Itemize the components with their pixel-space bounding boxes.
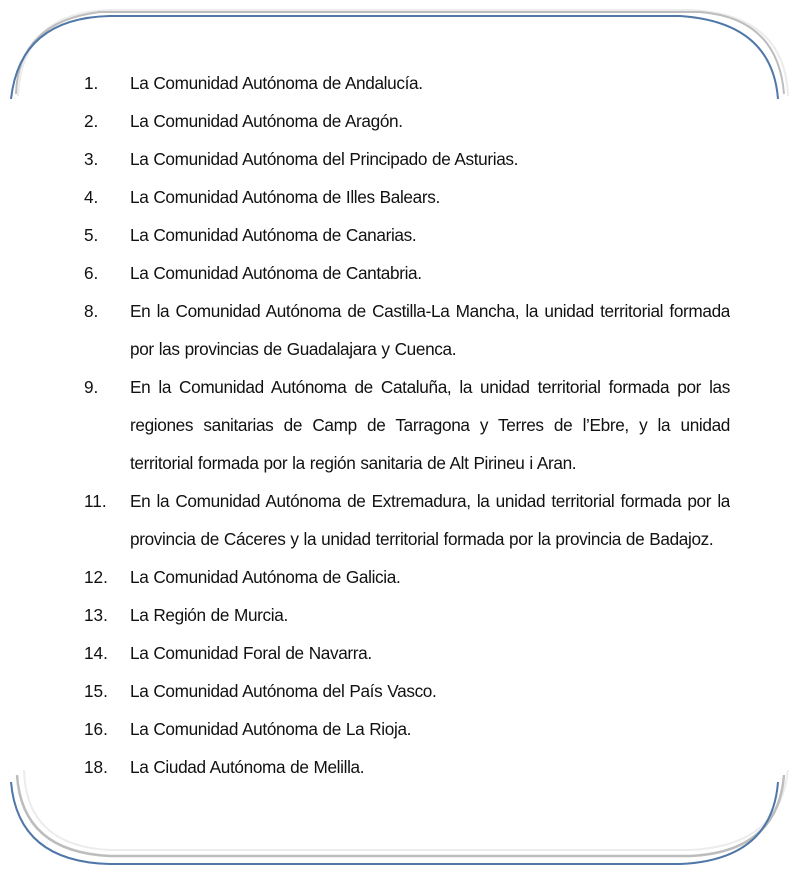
list-item-text: La Comunidad Autónoma de Illes Balears.	[130, 187, 440, 207]
list-item	[84, 216, 730, 254]
list-item-number: 14.	[84, 643, 108, 663]
list-item-text: La Comunidad Autónoma de Aragón.	[130, 111, 403, 131]
list-item	[84, 254, 730, 292]
list-item-text: La Comunidad Autónoma de Andalucía.	[130, 73, 423, 93]
list-item-number: 18.	[84, 757, 108, 777]
list-item-number: 6.	[84, 263, 99, 283]
list-item-number: 12.	[84, 567, 108, 587]
list-item-text: En la Comunidad Autónoma de Extremadura, la unidad territorial formada por la provincia de Cáceres y la unidad territorial formada por la provincia de Badajoz.	[130, 491, 730, 549]
list-item	[84, 710, 730, 748]
list-item-number: 15.	[84, 681, 108, 701]
list-item	[84, 178, 730, 216]
list-item	[84, 672, 730, 710]
list-item	[84, 64, 730, 102]
list-item-text: La Comunidad Autónoma del País Vasco.	[130, 681, 437, 701]
list-item-text: En la Comunidad Autónoma de Castilla-La Mancha, la unidad territorial formada por las provincias de Guadalajara y Cuenca.	[130, 301, 730, 359]
list-item-text: La Comunidad Autónoma de Galicia.	[130, 567, 401, 587]
list-item-text: La Comunidad Autónoma de Cantabria.	[130, 263, 422, 283]
list-item-number: 13.	[84, 605, 108, 625]
list-item-text: La Ciudad Autónoma de Melilla.	[130, 757, 365, 777]
list-item-number: 3.	[84, 149, 99, 169]
list-item-text: En la Comunidad Autónoma de Cataluña, la unidad territorial formada por las regiones sanitarias de Camp de Tarragona y Terres de l’Ebre, y la unidad territorial formada por la región sanitaria de Alt Pirineu i Aran.	[130, 377, 730, 473]
list-item	[84, 368, 730, 482]
list-item-number: 1.	[84, 73, 99, 93]
list-item	[84, 292, 730, 368]
list-item	[84, 634, 730, 672]
list-item-text: La Comunidad Autónoma del Principado de Asturias.	[130, 149, 519, 169]
list-item-number: 2.	[84, 111, 99, 131]
list-item	[84, 140, 730, 178]
document-body	[84, 64, 730, 814]
list-item	[84, 102, 730, 140]
list-item	[84, 748, 730, 786]
list-item-number: 9.	[84, 377, 99, 397]
list-item-number: 5.	[84, 225, 99, 245]
list-item-number: 4.	[84, 187, 99, 207]
list-item-number: 8.	[84, 301, 99, 321]
list-item-number: 16.	[84, 719, 108, 739]
list-item	[84, 596, 730, 634]
list-item-text: La Comunidad Autónoma de Canarias.	[130, 225, 417, 245]
list-item-number: 11.	[84, 491, 107, 511]
list-item-text: La Comunidad Autónoma de La Rioja.	[130, 719, 412, 739]
list-item-text: La Comunidad Foral de Navarra.	[130, 643, 372, 663]
list-item	[84, 482, 730, 558]
list-item	[84, 558, 730, 596]
list-item-text: La Región de Murcia.	[130, 605, 288, 625]
